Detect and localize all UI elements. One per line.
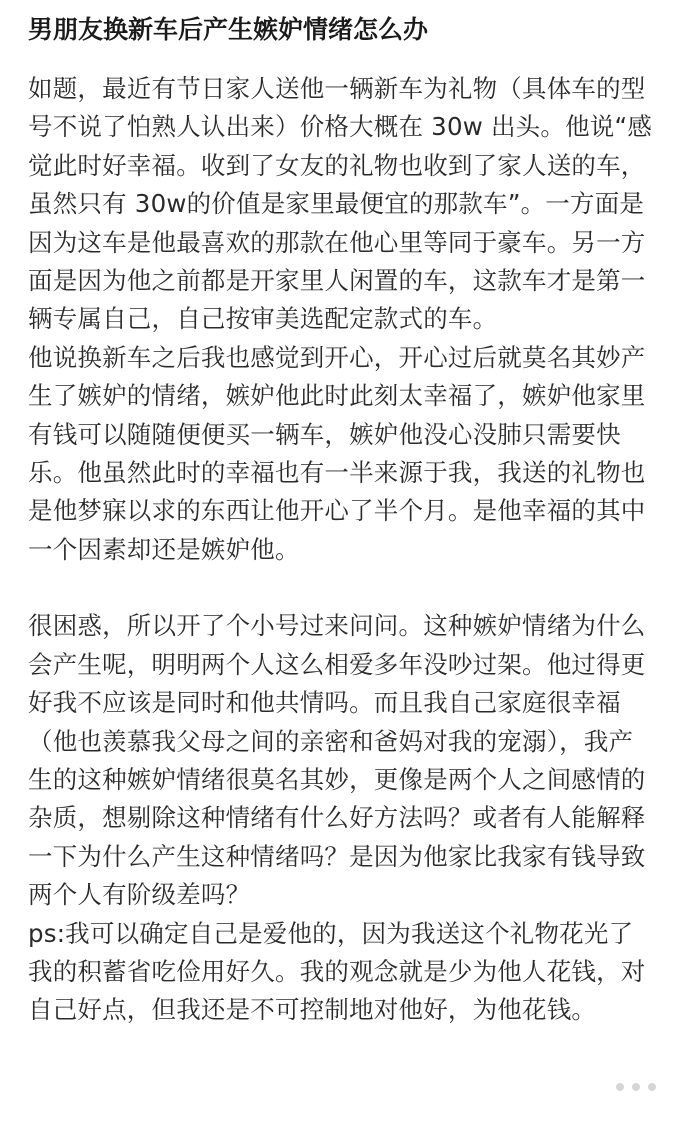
post-paragraph-4 <box>28 915 668 1030</box>
paragraph-line: 我的积蓄省吃俭用好久。我的观念就是少为他人花钱，对 <box>28 956 646 986</box>
paragraph-line: 会产生呢，明明两个人这么相爱多年没吵过架。他过得更 <box>28 649 646 679</box>
paragraph-line: ps:我可以确定自己是爱他的，因为我送这个礼物花光了 <box>28 918 634 948</box>
paragraph-line: 生的这种嫉妒情绪很莫名其妙，更像是两个人之间感情的 <box>28 764 646 794</box>
paragraph-line: 生了嫉妒的情绪，嫉妒他此时此刻太幸福了，嫉妒他家里 <box>28 381 646 411</box>
more-dots-icon <box>600 1073 672 1101</box>
post-paragraph-3 <box>28 607 668 914</box>
post-title: 男朋友换新车后产生嫉妒情绪怎么办 <box>28 15 429 44</box>
paragraph-line: 觉此时好幸福。收到了女友的礼物也收到了家人送的车， <box>28 150 646 180</box>
paragraph-line: 有钱可以随随便便买一辆车，嫉妒他没心没肺只需要快 <box>28 419 621 449</box>
paragraph-line: 辆专属自己，自己按审美选配定款式的车。 <box>28 304 498 334</box>
paragraph-line: 号不说了怕熟人认出来）价格大概在 30w 出头。他说“感 <box>28 112 653 142</box>
dot <box>648 1083 656 1091</box>
post-paragraph-1 <box>28 70 668 339</box>
paragraph-line: 因为这车是他最喜欢的那款在他心里等同于豪车。另一方 <box>28 227 646 257</box>
paragraph-line: 虽然只有 30w的价值是家里最便宜的那款车”。一方面是 <box>28 189 645 219</box>
paragraph-line: 两个人有阶级差吗？ <box>28 880 251 910</box>
paragraph-line: 是他梦寐以求的东西让他开心了半个月。是他幸福的其中 <box>28 496 646 526</box>
paragraph-line: 一个因素却还是嫉妒他。 <box>28 534 300 564</box>
paragraph-spacer <box>28 569 668 607</box>
paragraph-line: 乐。他虽然此时的幸福也有一半来源于我，我送的礼物也 <box>28 458 646 488</box>
paragraph-line: 自己好点，但我还是不可控制地对他好，为他花钱。 <box>28 995 597 1025</box>
paragraph-line: 很困惑，所以开了个小号过来问问。这种嫉妒情绪为什么 <box>28 611 646 641</box>
post-paragraph-2 <box>28 339 668 569</box>
paragraph-line: 如题，最近有节日家人送他一辆新车为礼物（具体车的型 <box>28 74 646 103</box>
paragraph-line: （他也羡慕我父母之间的亲密和爸妈对我的宠溺），我产 <box>28 726 634 756</box>
paragraph-line: 面是因为他之前都是开家里人闲置的车，这款车才是第一 <box>28 266 646 296</box>
paragraph-line: 好我不应该是同时和他共情吗。而且我自己家庭很幸福 <box>28 688 621 718</box>
paragraph-line: 杂质，想剔除这种情绪有什么好方法吗？或者有人能解释 <box>28 803 646 833</box>
paragraph-line: 他说换新车之后我也感觉到开心，开心过后就莫名其妙产 <box>28 342 646 372</box>
dot <box>616 1083 624 1091</box>
paragraph-line: 一下为什么产生这种情绪吗？是因为他家比我家有钱导致 <box>28 841 646 871</box>
dot <box>632 1083 640 1091</box>
